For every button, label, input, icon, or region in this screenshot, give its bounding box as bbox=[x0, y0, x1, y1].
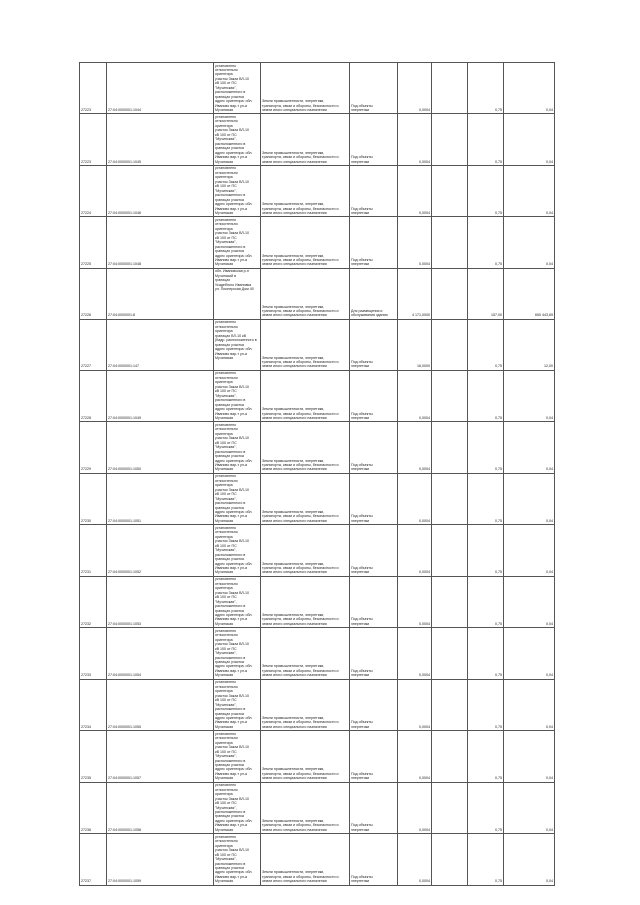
table-row bbox=[80, 268, 555, 319]
permitted-use-cell: Под объекты энергетики bbox=[350, 473, 398, 524]
land-category-cell: Земли промышленности, энергетики, транспорта, связи и обороны, безопасности и земли иного специального назначения bbox=[261, 731, 350, 782]
cadastral-number-cell: 27:04:0000001:1045 bbox=[107, 114, 214, 165]
area-cell: 0,0004 bbox=[398, 679, 432, 730]
land-category-cell: Земли промышленности, энергетики, транспорта, связи и обороны, безопасности и земли иного специального назначения bbox=[261, 576, 350, 627]
row-number-cell: 27232 bbox=[80, 576, 107, 627]
row-number-cell: 27236 bbox=[80, 782, 107, 833]
cadastral-number-cell: 27:04:0000001:1044 bbox=[107, 63, 214, 114]
land-category-cell: Земли промышленности, энергетики, транспорта, связи и обороны, безопасности и земли иного специального назначения bbox=[261, 525, 350, 576]
rate-cell: 0,75 bbox=[468, 319, 504, 370]
table-row bbox=[80, 370, 555, 421]
permitted-use-cell: Под объекты энергетики bbox=[350, 576, 398, 627]
land-category-cell: Земли промышленности, энергетики, транспорта, связи и обороны, безопасности и земли иного специального назначения bbox=[261, 370, 350, 421]
empty-cell bbox=[432, 628, 468, 679]
table-row bbox=[80, 165, 555, 216]
row-number-cell: 27229 bbox=[80, 422, 107, 473]
empty-cell bbox=[432, 679, 468, 730]
rate-cell: 0,75 bbox=[468, 473, 504, 524]
location-cell: установлено относительно ориентира участок Заказ ВЛ-10 кВ 100 от ПС "Мучинская", расположенного в границах участка адрес ориентира: обл. Иваново вар-т ул-а Мучинская bbox=[214, 370, 261, 421]
area-cell: 0,0004 bbox=[398, 473, 432, 524]
location-cell: установлено относительно ориентира границах ВЛ-10 кВ (Кадр. расположенного в границах участка адрес ориентира: обл. Иваново вар-т ул-а Мучинская bbox=[214, 319, 261, 370]
tax-cell: 0,04 bbox=[504, 679, 555, 730]
row-number-cell: 27230 bbox=[80, 473, 107, 524]
area-cell: 0,0004 bbox=[398, 628, 432, 679]
cadastral-number-cell: 27:04:0000001:1049 bbox=[107, 370, 214, 421]
cadastral-number-cell: 27:04:0000001:1052 bbox=[107, 525, 214, 576]
empty-cell bbox=[432, 268, 468, 319]
row-number-cell: 27237 bbox=[80, 834, 107, 885]
area-cell: 0,0004 bbox=[398, 63, 432, 114]
permitted-use-cell: Под объекты энергетики bbox=[350, 370, 398, 421]
area-cell: 0,0004 bbox=[398, 217, 432, 268]
location-cell: обл. Ивановская р-н Мучинский в границах Усадебного Ивановка ул. Пионерская Дом 40 bbox=[214, 268, 261, 319]
rate-cell: 0,75 bbox=[468, 165, 504, 216]
row-number-cell: 27228 bbox=[80, 370, 107, 421]
rate-cell: 0,75 bbox=[468, 679, 504, 730]
permitted-use-cell: Под объекты энергетики bbox=[350, 628, 398, 679]
location-cell: установлено относительно ориентира участок Заказ ВЛ-10 кВ 100 от ПС "Мучинская", расположенного в границах участка адрес ориентира: обл. Иваново вар-т ул-а Мучинская bbox=[214, 679, 261, 730]
cadastral-number-cell: 27:04:0000001:1055 bbox=[107, 679, 214, 730]
tax-cell: 0,04 bbox=[504, 576, 555, 627]
permitted-use-cell: Под объекты энергетики bbox=[350, 422, 398, 473]
location-cell: установлено относительно ориентира участок Заказ ВЛ-10 кВ 100 от ПС "Мучинская", расположенного в границах участка адрес ориентира: обл. Иваново вар-т ул-а Мучинская bbox=[214, 114, 261, 165]
tax-cell: 0,04 bbox=[504, 525, 555, 576]
location-cell: установлено относительно ориентира участок Заказ ВЛ-10 кВ 100 от ПС "Мучинская", расположенного в границах участка адрес ориентира: обл. Иваново вар-т ул-а Мучинская bbox=[214, 576, 261, 627]
empty-cell bbox=[432, 731, 468, 782]
land-category-cell: Земли промышленности, энергетики, транспорта, связи и обороны, безопасности и земли иного специального назначения bbox=[261, 217, 350, 268]
row-number-cell: 27233 bbox=[80, 628, 107, 679]
row-number-cell: 27223 bbox=[80, 114, 107, 165]
land-category-cell: Земли промышленности, энергетики, транспорта, связи и обороны, безопасности и земли иного специального назначения bbox=[261, 114, 350, 165]
table-row bbox=[80, 217, 555, 268]
permitted-use-cell: Под объекты энергетики bbox=[350, 782, 398, 833]
tax-cell: 12,00 bbox=[504, 319, 555, 370]
area-cell: 0,0004 bbox=[398, 782, 432, 833]
cadastral-number-cell: 27:04:0000001:1058 bbox=[107, 782, 214, 833]
empty-cell bbox=[432, 576, 468, 627]
table-body bbox=[80, 63, 555, 886]
permitted-use-cell: Под объекты энергетики bbox=[350, 525, 398, 576]
tax-cell: 0,04 bbox=[504, 217, 555, 268]
land-category-cell: Земли промышленности, энергетики, транспорта, связи и обороны, безопасности и земли иного специального назначения bbox=[261, 268, 350, 319]
empty-cell bbox=[432, 422, 468, 473]
land-category-cell: Земли промышленности, энергетики, транспорта, связи и обороны, безопасности и земли иного специального назначения bbox=[261, 319, 350, 370]
table-row bbox=[80, 679, 555, 730]
area-cell: 4 171,0000 bbox=[398, 268, 432, 319]
tax-cell: 0,04 bbox=[504, 370, 555, 421]
table-row bbox=[80, 525, 555, 576]
permitted-use-cell: Под объекты энергетики bbox=[350, 165, 398, 216]
empty-cell bbox=[432, 319, 468, 370]
rate-cell: 0,75 bbox=[468, 525, 504, 576]
empty-cell bbox=[432, 217, 468, 268]
table-row bbox=[80, 473, 555, 524]
tax-cell: 0,04 bbox=[504, 731, 555, 782]
table-row bbox=[80, 319, 555, 370]
land-plots-table bbox=[79, 62, 555, 886]
row-number-cell: 27227 bbox=[80, 319, 107, 370]
location-cell: установлено относительно ориентира участок Заказ ВЛ-10 кВ 100 от ПС "Мучинская", расположенного в границах участка адрес ориентира: обл. Иваново вар-т ул-а Мучинская bbox=[214, 628, 261, 679]
table-row bbox=[80, 576, 555, 627]
row-number-cell: 27225 bbox=[80, 217, 107, 268]
area-cell: 0,0004 bbox=[398, 731, 432, 782]
table-row bbox=[80, 834, 555, 885]
tax-cell: 0,04 bbox=[504, 63, 555, 114]
location-cell: установлено относительно ориентира участок Заказ ВЛ-10 кВ 100 от ПС "Мучинская", расположенного в границах участка адрес ориентира: обл. Иваново вар-т ул-а Мучинская bbox=[214, 422, 261, 473]
land-category-cell: Земли промышленности, энергетики, транспорта, связи и обороны, безопасности и земли иного специального назначения bbox=[261, 679, 350, 730]
row-number-cell: 27234 bbox=[80, 679, 107, 730]
empty-cell bbox=[432, 165, 468, 216]
location-cell: установлено относительно ориентира участок Заказ ВЛ-10 кВ 100 от ПС "Мучинская", расположенного в границах участка адрес ориентира: обл. Иваново вар-т ул-а Мучинская bbox=[214, 782, 261, 833]
location-cell: установлено относительно ориентира участок Заказ ВЛ-10 кВ 100 от ПС "Мучинская", расположенного в границах участка адрес ориентира: обл. Иваново вар-т ул-а Мучинская bbox=[214, 63, 261, 114]
table-row bbox=[80, 63, 555, 114]
rate-cell: 0,75 bbox=[468, 834, 504, 885]
location-cell: установлено относительно ориентира участок Заказ ВЛ-10 кВ 100 от ПС "Мучинская", расположенного в границах участка адрес ориентира: обл. Иваново вар-т ул-а Мучинская bbox=[214, 834, 261, 885]
permitted-use-cell: Под объекты энергетики bbox=[350, 731, 398, 782]
table-row bbox=[80, 782, 555, 833]
row-number-cell: 27231 bbox=[80, 525, 107, 576]
cadastral-number-cell: 27:04:0000001:1046 bbox=[107, 165, 214, 216]
rate-cell: 0,75 bbox=[468, 217, 504, 268]
cadastral-number-cell: 27:04:0000001:1057 bbox=[107, 731, 214, 782]
empty-cell bbox=[432, 782, 468, 833]
cadastral-number-cell: 27:04:0000001:147 bbox=[107, 319, 214, 370]
rate-cell: 0,75 bbox=[468, 63, 504, 114]
row-number-cell: 27223 bbox=[80, 63, 107, 114]
empty-cell bbox=[432, 473, 468, 524]
tax-cell: 0,04 bbox=[504, 422, 555, 473]
location-cell: установлено относительно ориентира участок Заказ ВЛ-10 кВ 100 от ПС "Мучинская", расположенного в границах участка адрес ориентира: обл. Иваново вар-т ул-а Мучинская bbox=[214, 165, 261, 216]
cadastral-number-cell: 27:04:0000001:8 bbox=[107, 268, 214, 319]
rate-cell: 0,75 bbox=[468, 422, 504, 473]
empty-cell bbox=[432, 525, 468, 576]
location-cell: установлено относительно ориентира участок Заказ ВЛ-10 кВ 100 от ПС "Мучинская", расположенного в границах участка адрес ориентира: обл. Иваново вар-т ул-а Мучинская bbox=[214, 525, 261, 576]
tax-cell: 650 443,69 bbox=[504, 268, 555, 319]
location-cell: установлено относительно ориентира участок Заказ ВЛ-10 кВ 100 от ПС "Мучинская", расположенного в границах участка адрес ориентира: обл. Иваново вар-т ул-а Мучинская bbox=[214, 217, 261, 268]
cadastral-number-cell: 27:04:0000001:1050 bbox=[107, 422, 214, 473]
rate-cell: 0,75 bbox=[468, 731, 504, 782]
empty-cell bbox=[432, 370, 468, 421]
permitted-use-cell: Под объекты энергетики bbox=[350, 114, 398, 165]
table-row bbox=[80, 628, 555, 679]
land-category-cell: Земли промышленности, энергетики, транспорта, связи и обороны, безопасности и земли иного специального назначения bbox=[261, 473, 350, 524]
land-category-cell: Земли промышленности, энергетики, транспорта, связи и обороны, безопасности и земли иного специального назначения bbox=[261, 63, 350, 114]
location-cell: установлено относительно ориентира участок Заказ ВЛ-10 кВ 100 от ПС "Мучинская", расположенного в границах участка адрес ориентира: обл. Иваново вар-т ул-а Мучинская bbox=[214, 473, 261, 524]
rate-cell: 0,75 bbox=[468, 114, 504, 165]
cadastral-number-cell: 27:04:0000001:1048 bbox=[107, 217, 214, 268]
area-cell: 16,0000 bbox=[398, 319, 432, 370]
row-number-cell: 27224 bbox=[80, 165, 107, 216]
location-cell: установлено относительно ориентира участок Заказ ВЛ-10 кВ 100 от ПС "Мучинская", расположенного в границах участка адрес ориентира: обл. Иваново вар-т ул-а Мучинская bbox=[214, 731, 261, 782]
permitted-use-cell: Под объекты энергетики bbox=[350, 679, 398, 730]
permitted-use-cell: Для размещения и обслуживания здания bbox=[350, 268, 398, 319]
land-category-cell: Земли промышленности, энергетики, транспорта, связи и обороны, безопасности и земли иного специального назначения bbox=[261, 834, 350, 885]
area-cell: 0,0004 bbox=[398, 834, 432, 885]
table-row bbox=[80, 114, 555, 165]
rate-cell: 0,75 bbox=[468, 370, 504, 421]
land-register-sheet bbox=[79, 62, 554, 886]
area-cell: 0,0004 bbox=[398, 370, 432, 421]
rate-cell: 0,75 bbox=[468, 576, 504, 627]
empty-cell bbox=[432, 114, 468, 165]
area-cell: 0,0004 bbox=[398, 114, 432, 165]
land-category-cell: Земли промышленности, энергетики, транспорта, связи и обороны, безопасности и земли иного специального назначения bbox=[261, 422, 350, 473]
rate-cell: 0,75 bbox=[468, 628, 504, 679]
cadastral-number-cell: 27:04:0000001:1054 bbox=[107, 628, 214, 679]
empty-cell bbox=[432, 63, 468, 114]
area-cell: 0,0004 bbox=[398, 165, 432, 216]
table-row bbox=[80, 731, 555, 782]
cadastral-number-cell: 27:04:0000001:1053 bbox=[107, 576, 214, 627]
area-cell: 0,0004 bbox=[398, 525, 432, 576]
permitted-use-cell: Под объекты энергетики bbox=[350, 834, 398, 885]
empty-cell bbox=[432, 834, 468, 885]
area-cell: 0,0004 bbox=[398, 422, 432, 473]
row-number-cell: 27235 bbox=[80, 731, 107, 782]
tax-cell: 0,04 bbox=[504, 628, 555, 679]
tax-cell: 0,04 bbox=[504, 165, 555, 216]
permitted-use-cell: Под объекты энергетики bbox=[350, 63, 398, 114]
table-row bbox=[80, 422, 555, 473]
tax-cell: 0,04 bbox=[504, 114, 555, 165]
area-cell: 0,0004 bbox=[398, 576, 432, 627]
cadastral-number-cell: 27:04:0000001:1051 bbox=[107, 473, 214, 524]
cadastral-number-cell: 27:04:0000001:1059 bbox=[107, 834, 214, 885]
permitted-use-cell: Под объекты энергетики bbox=[350, 217, 398, 268]
rate-cell: 0,75 bbox=[468, 782, 504, 833]
permitted-use-cell: Под объекты энергетики bbox=[350, 319, 398, 370]
row-number-cell: 27226 bbox=[80, 268, 107, 319]
land-category-cell: Земли промышленности, энергетики, транспорта, связи и обороны, безопасности и земли иного специального назначения bbox=[261, 165, 350, 216]
land-category-cell: Земли промышленности, энергетики, транспорта, связи и обороны, безопасности и земли иного специального назначения bbox=[261, 628, 350, 679]
rate-cell: 157,00 bbox=[468, 268, 504, 319]
tax-cell: 0,04 bbox=[504, 834, 555, 885]
tax-cell: 0,04 bbox=[504, 473, 555, 524]
tax-cell: 0,04 bbox=[504, 782, 555, 833]
land-category-cell: Земли промышленности, энергетики, транспорта, связи и обороны, безопасности и земли иного специального назначения bbox=[261, 782, 350, 833]
